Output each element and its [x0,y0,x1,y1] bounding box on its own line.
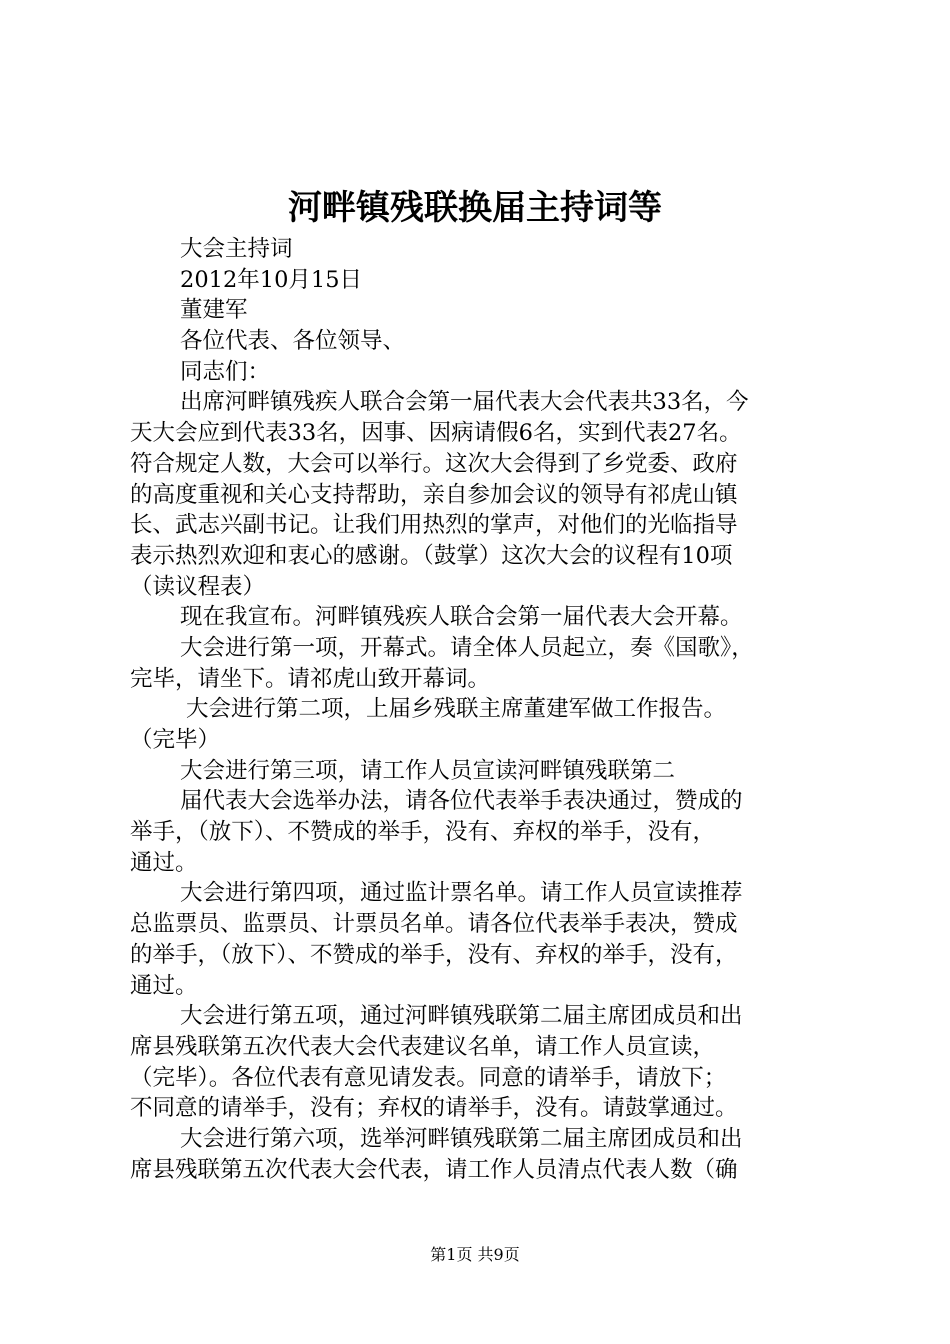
document-title: 河畔镇残联换届主持词等 [288,188,662,228]
text-line: 长、武志兴副书记。让我们用热烈的掌声，对他们的光临指导 [130,512,738,539]
text-line: （完毕）。各位代表有意见请发表。同意的请举手，请放下； [130,1064,727,1091]
text-line: 届代表大会选举办法，请各位代表举手表决通过，赞成的 [180,788,743,815]
text-line: 大会进行第一项，开幕式。请全体人员起立，奏《国歌》， [180,634,754,661]
text-line: 不同意的请举手，没有；弃权的请举手，没有。请鼓掌通过。 [130,1095,738,1122]
text-line: 通过。 [130,972,198,999]
text-line: 席县残联第五次代表大会代表，请工作人员清点代表人数（确 [130,1156,738,1183]
text-line: 大会进行第六项，选举河畔镇残联第二届主席团成员和出 [180,1125,743,1152]
text-line: 天大会应到代表33名，因事、因病请假6名，实到代表27名。 [130,420,742,447]
text-line: 大会进行第四项，通过监计票名单。请工作人员宣读推荐 [180,880,743,907]
text-line: 通过。 [130,849,198,876]
text-line: 的举手，（放下）、不赞成的举手，没有、弃权的举手，没有， [130,941,738,968]
text-line: 2012年10月15日 [180,266,363,293]
text-line: 举手，（放下）、不赞成的举手，没有、弃权的举手，没有， [130,819,716,846]
text-line: 大会进行第五项，通过河畔镇残联第二届主席团成员和出 [180,1003,743,1030]
page-footer: 第1页 共9页 [430,1245,520,1264]
text-line: 出席河畔镇残疾人联合会第一届代表大会代表共33名，今 [180,389,749,416]
text-line: 符合规定人数，大会可以举行。这次大会得到了乡党委、政府 [130,450,738,477]
text-line: 席县残联第五次代表大会代表建议名单，请工作人员宣读， [130,1033,716,1060]
text-line: （完毕） [130,727,221,753]
text-line: 董建军 [180,297,248,324]
text-line: 大会主持词 [180,236,293,262]
text-line: 大会进行第二项，上届乡残联主席董建军做工作报告。 [186,696,727,723]
text-line: 总监票员、监票员、计票员名单。请各位代表举手表决，赞成 [130,911,738,938]
text-line: （读议程表） [130,573,266,600]
document-body [130,234,830,1185]
text-line: 大会进行第三项，请工作人员宣读河畔镇残联第二 [180,757,676,784]
text-line: 表示热烈欢迎和衷心的感谢。（鼓掌）这次大会的议程有10项 [130,542,733,569]
text-line: 同志们： [180,358,271,385]
text-line: 完毕，请坐下。请祁虎山致开幕词。 [130,665,491,692]
text-line: 各位代表、各位领导、 [180,328,406,355]
text-line: 现在我宣布。河畔镇残疾人联合会第一届代表大会开幕。 [180,604,743,631]
text-line: 的高度重视和关心支持帮助，亲自参加会议的领导有祁虎山镇 [130,481,738,508]
